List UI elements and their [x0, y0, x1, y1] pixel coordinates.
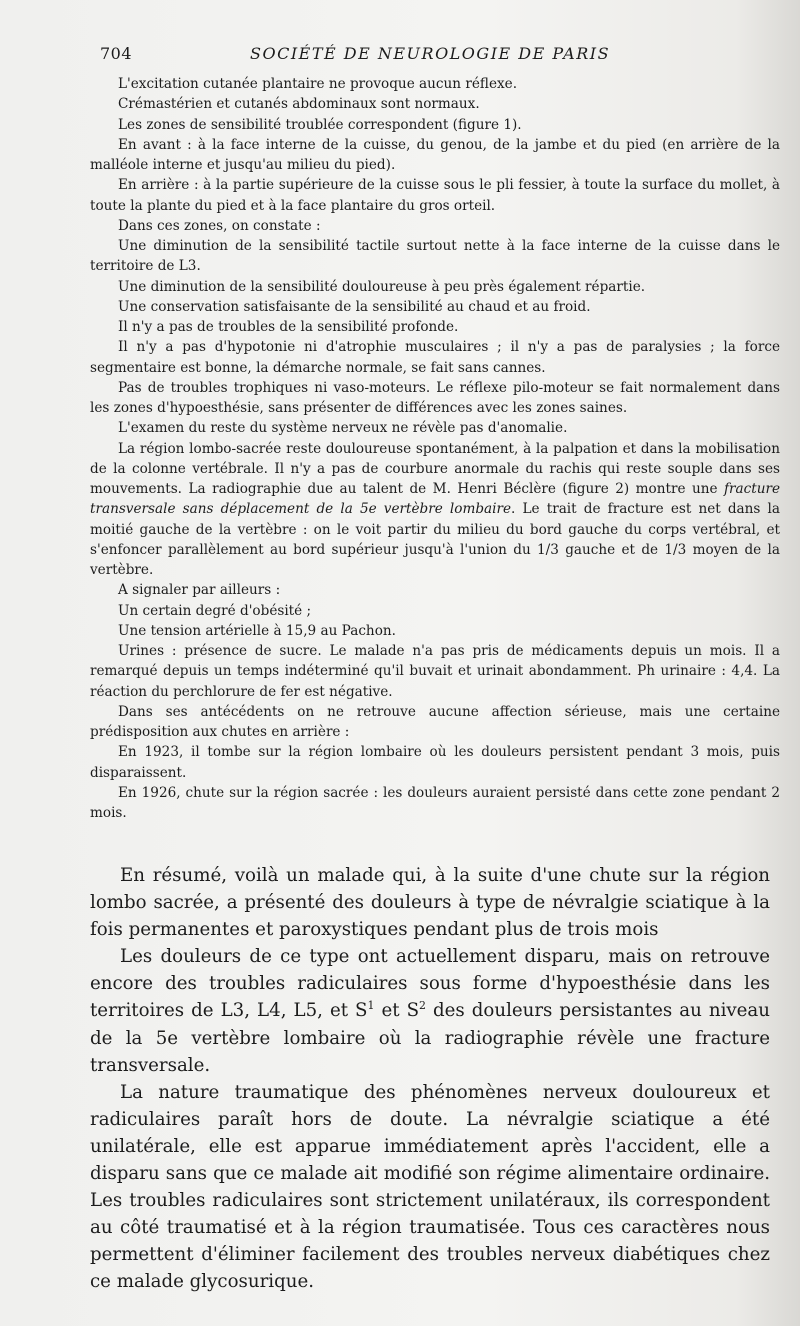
summary-large-text — [90, 862, 770, 1296]
paragraph: Pas de troubles trophiques ni vaso-moteurs. Le réflexe pilo-moteur se fait normalement dans les zones d'hypoesthésie, sans présenter de différences avec les zones saines. — [90, 379, 780, 416]
paragraph: Crémastérien et cutanés abdominaux sont normaux. — [118, 96, 480, 113]
summary-paragraph-2 — [90, 943, 770, 1078]
summary-paragraph-1: En résumé, voilà un malade qui, à la suite d'une chute sur la région lombo sacrée, a présenté des douleurs à type de névralgie sciatique à la fois permanentes et paroxystiques pendant plus de trois mois — [90, 865, 770, 941]
running-title: SOCIÉTÉ DE NEUROLOGIE DE PARIS — [250, 44, 611, 63]
paragraph: Dans ses antécédents on ne retrouve aucune affection sérieuse, mais une certaine prédisposition aux chutes en arrière : — [90, 703, 780, 740]
paragraph: Les zones de sensibilité troublée correspondent (figure 1). — [118, 116, 522, 133]
summary-p2-after: des douleurs persistantes au niveau de la 5e vertèbre lombaire où la radiographie révèle une fracture transversale. — [90, 1000, 770, 1076]
case-report-small-text — [90, 74, 780, 823]
page-number: 704 — [100, 44, 133, 63]
fracture-text-after: . Le trait de fracture est net dans la moitié gauche de la vertèbre : on le voit partir du milieu du bord gauche du corps vertébral, et s'enfoncer parallèlement au bord supérieur jusqu'à l'union du 1/3 gauche et de 1/3 moyen de la vertèbre. — [90, 501, 780, 578]
paragraph: Un certain degré d'obésité ; — [118, 602, 312, 619]
paragraph: En 1923, il tombe sur la région lombaire où les douleurs persistent pendant 3 mois, puis disparaissent. — [90, 744, 780, 781]
fracture-paragraph — [90, 439, 780, 581]
paragraph: Urines : présence de sucre. Le malade n'a pas pris de médicaments depuis un mois. Il a remarqué depuis un temps indéterminé qu'il buvait et urinait abondamment. Ph urinaire : 4,4. La réaction du perchlorure de fer est négative. — [90, 643, 780, 700]
summary-p2-before: Les douleurs de ce type ont actuellement disparu, mais on retrouve encore des troubles radiculaires sous forme d'hypoesthésie dans les territoires de L3, L4, L5, et S — [90, 946, 770, 1022]
summary-paragraph-3: La nature traumatique des phénomènes nerveux douloureux et radiculaires paraît hors de doute. La névralgie sciatique a été unilatérale, elle est apparue immédiatement après l'accident, elle a disparu sans que ce malade ait modifié son régime alimentaire ordinaire. Les troubles radiculaires sont strictement unilatéraux, ils correspondent au côté traumatisé et à la région traumatisée. Tous ces caractères nous permettent d'éliminer facilement des troubles nerveux diabétiques chez ce malade glycosurique. — [90, 1081, 770, 1293]
paragraph: A signaler par ailleurs : — [118, 582, 281, 599]
paragraph: Une tension artérielle à 15,9 au Pachon. — [118, 622, 396, 639]
paragraph: Il n'y a pas de troubles de la sensibilité profonde. — [118, 319, 459, 335]
paragraph: En arrière : à la partie supérieure de la cuisse sous le pli fessier, à toute la surface du mollet, à toute la plante du pied et à la face plantaire du gros orteil. — [90, 177, 780, 214]
superscript-1: 1 — [367, 999, 375, 1013]
paragraph: L'excitation cutanée plantaire ne provoque aucun réflexe. — [118, 76, 518, 92]
summary-p2-mid: et S — [374, 1000, 420, 1022]
superscript-2: 2 — [419, 999, 426, 1013]
paragraph: Une conservation satisfaisante de la sensibilité au chaud et au froid. — [118, 298, 591, 315]
paragraph: Il n'y a pas d'hypotonie ni d'atrophie musculaires ; il n'y a pas de paralysies ; la force segmentaire est bonne, la démarche normale, se fait sans cannes. — [90, 339, 780, 376]
paragraph: Une diminution de la sensibilité tactile surtout nette à la face interne de la cuisse dans le territoire de L3. — [90, 238, 780, 275]
paragraph: En 1926, chute sur la région sacrée : les douleurs auraient persisté dans cette zone pendant 2 mois. — [90, 784, 780, 821]
fracture-italic: fracture transversale sans déplacement de la 5e vertèbre lombaire — [90, 481, 780, 518]
page-header — [100, 44, 770, 66]
paragraph: Dans ces zones, on constate : — [118, 217, 321, 234]
paragraph: En avant : à la face interne de la cuisse, du genou, de la jambe et du pied (en arrière de la malléole interne et jusqu'au milieu du pied). — [90, 136, 780, 173]
paragraph: Une diminution de la sensibilité douloureuse à peu près également répartie. — [118, 278, 646, 295]
paragraph: L'examen du reste du système nerveux ne révèle pas d'anomalie. — [118, 420, 568, 437]
fracture-text-before: La région lombo-sacrée reste douloureuse spontanément, à la palpation et dans la mobilisation de la colonne vertébrale. Il n'y a pas de courbure anormale du rachis qui reste souple dans ses mouvements. La radiographie due au talent de M. Henri Béclère (figure 2) montre une — [90, 440, 780, 497]
